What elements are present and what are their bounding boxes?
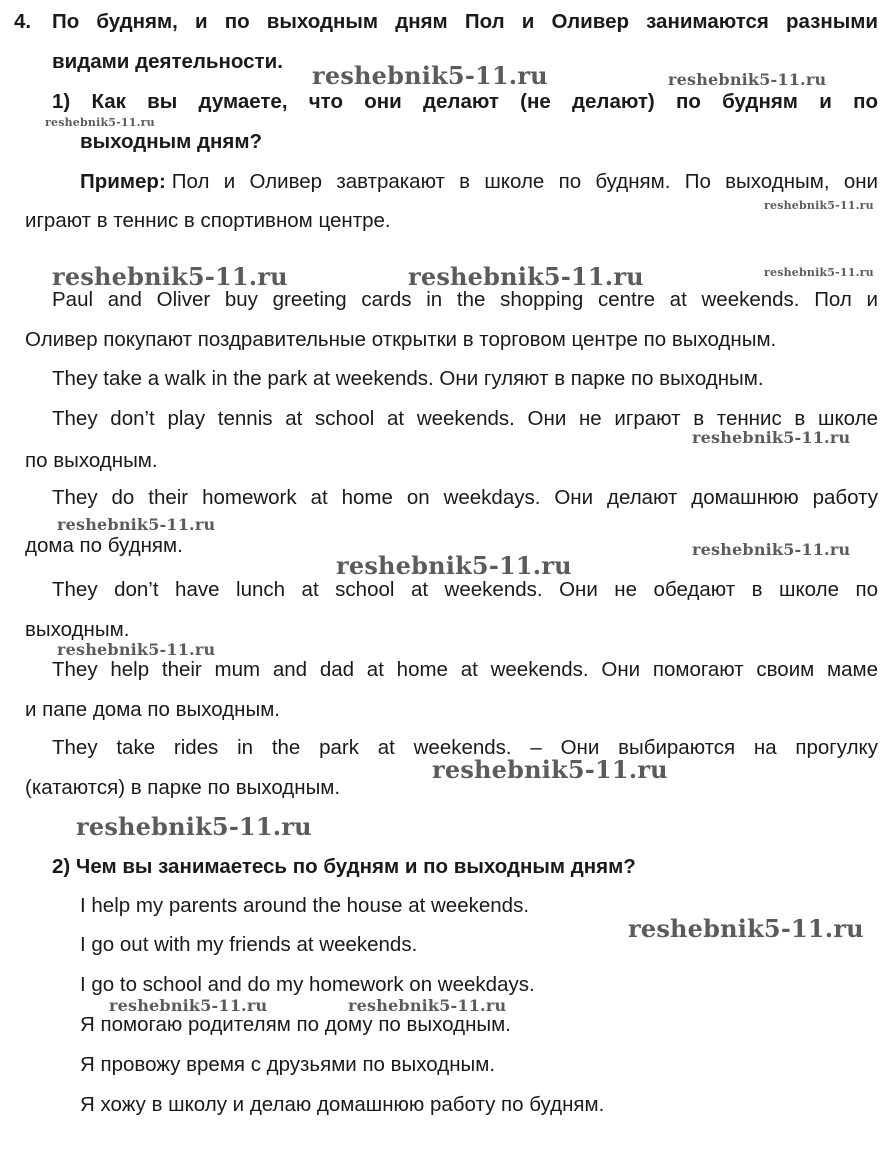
watermark: reshebnik5-11.ru [76, 812, 312, 841]
example-line-1 [80, 169, 878, 195]
watermark: reshebnik5-11.ru [52, 262, 288, 291]
answer-line: дома по будням. [25, 534, 183, 557]
watermark: reshebnik5-11.ru [57, 515, 216, 534]
answer-line: I go out with my friends at weekends. [80, 933, 418, 956]
answer-line: They help their mum and dad at home at weekends. Они помогают своим маме [52, 658, 878, 681]
watermark: reshebnik5-11.ru [408, 262, 644, 291]
answer-line: (катаются) в парке по выходным. [25, 776, 341, 799]
watermark: reshebnik5-11.ru [312, 61, 548, 90]
answer-line: I go to school and do my homework on weekdays. [80, 973, 535, 996]
part2-question: 2) Чем вы занимаетесь по будням и по выходным дням? [52, 855, 636, 878]
answer-line: и папе дома по выходным. [25, 698, 280, 721]
watermark: reshebnik5-11.ru [109, 996, 268, 1015]
answer-line: Оливер покупают поздравительные открытки в торговом центре по выходным. [25, 328, 777, 351]
example-label: Пример: [80, 170, 166, 193]
example-line-2: играют в теннис в спортивном центре. [25, 209, 391, 232]
answer-line: Paul and Oliver buy greeting cards in the shopping centre at weekends. Пол и [52, 288, 878, 311]
answer-line: Я провожу время с друзьями по выходным. [80, 1053, 496, 1076]
part1-question-line-2: выходным дням? [80, 130, 263, 153]
watermark: reshebnik5-11.ru [45, 116, 155, 129]
watermark: reshebnik5-11.ru [628, 914, 864, 943]
watermark: reshebnik5-11.ru [764, 266, 874, 279]
task-number: 4. [14, 10, 32, 33]
answer-line: I help my parents around the house at weekends. [80, 894, 530, 917]
task-heading-line-2: видами деятельности. [52, 50, 283, 73]
watermark: reshebnik5-11.ru [692, 540, 851, 559]
answer-line: They don’t have lunch at school at weekends. Они не обедают в школе по [52, 578, 878, 601]
answer-line: по выходным. [25, 449, 158, 472]
watermark: reshebnik5-11.ru [336, 551, 572, 580]
part1-question-line-1: 1) Как вы думаете, что они делают (не делают) по будням и по [52, 90, 878, 113]
watermark: reshebnik5-11.ru [348, 996, 507, 1015]
watermark: reshebnik5-11.ru [432, 755, 668, 784]
watermark: reshebnik5-11.ru [692, 428, 851, 447]
answer-line: Я хожу в школу и делаю домашнюю работу по будням. [80, 1093, 605, 1116]
watermark: reshebnik5-11.ru [668, 70, 827, 89]
answer-line: Я помогаю родителям по дому по выходным. [80, 1013, 511, 1036]
answer-line: They take a walk in the park at weekends. Они гуляют в парке по выходным. [52, 367, 764, 390]
answer-line: They do their homework at home on weekdays. Они делают домашнюю работу [52, 486, 878, 509]
task-heading-line-1: По будням, и по выходным дням Пол и Оливер занимаются разными [52, 10, 878, 33]
watermark: reshebnik5-11.ru [57, 640, 216, 659]
example-text: Пол и Оливер завтракают в школе по будням. По выходным, они [171, 170, 878, 193]
answer-line: They take rides in the park at weekends. – Они выбираются на прогулку [52, 736, 878, 759]
answer-line: They don’t play tennis at school at weekends. Они не играют в теннис в школе [52, 407, 878, 430]
watermark: reshebnik5-11.ru [764, 199, 874, 212]
answer-line: выходным. [25, 618, 130, 641]
